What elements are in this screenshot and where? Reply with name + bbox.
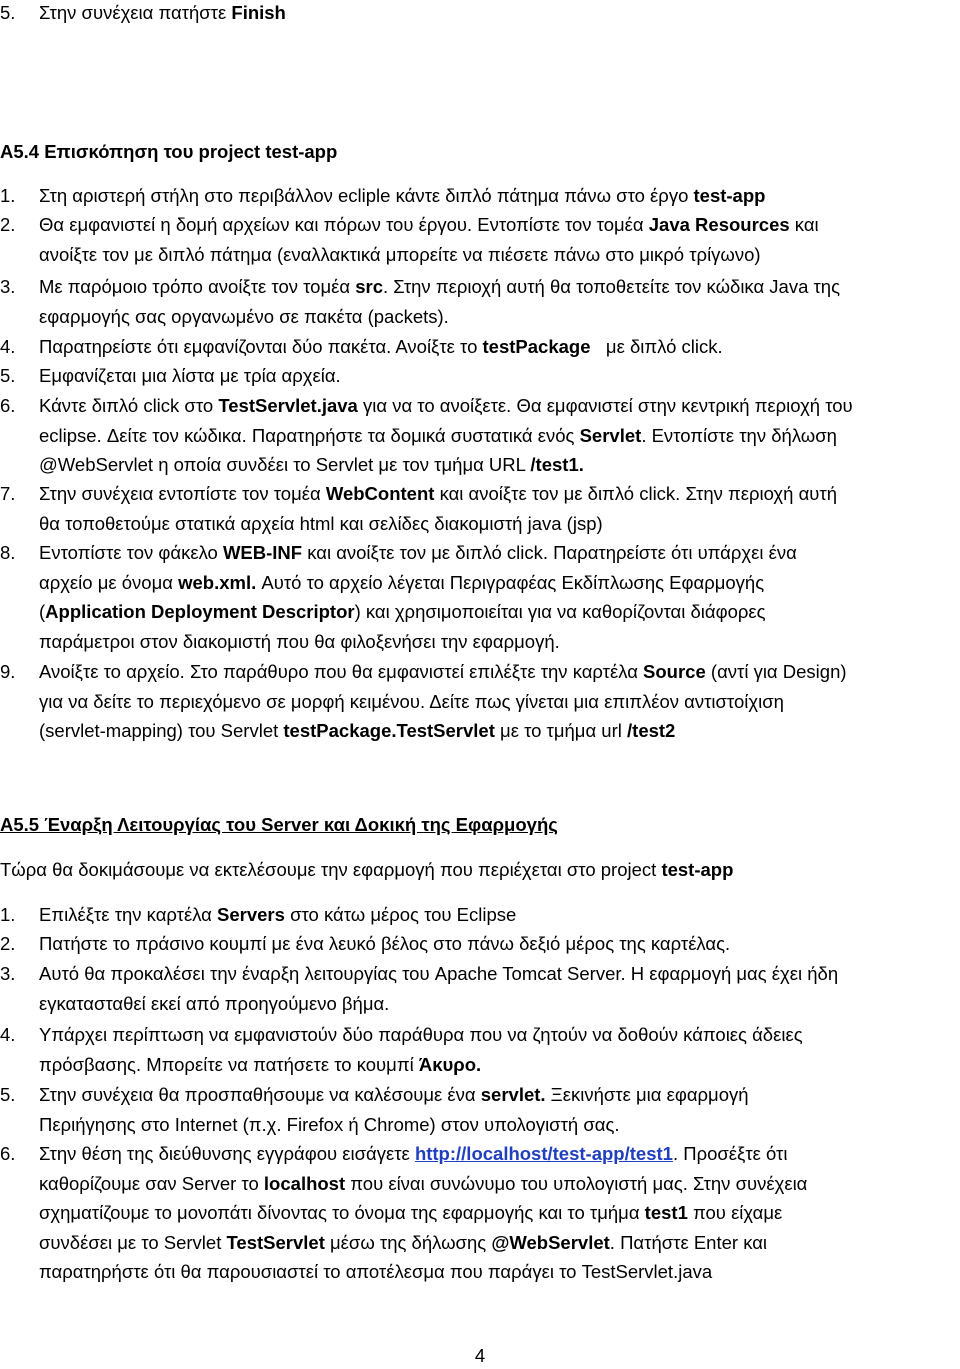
intro-paragraph: Τώρα θα δοκιμάσουμε να εκτελέσουμε την εφαρμογή που περιέχεται στο project test-app [0,859,734,880]
section-heading-a55: A5.5 Έναρξη Λειτουργίας του Server και Δοκική της Εφαρμογής [0,814,558,835]
test1-url-link[interactable]: http://localhost/test-app/test1 [414,1143,673,1164]
page-number: 4 [474,1345,486,1366]
list-number: 5. [0,2,16,23]
section-heading-a54: A5.4 Επισκόπηση του project test-app [0,141,338,162]
document-page: 5. Στην συνέχεια πατήστε Finish A5.4 Επισκόπηση του project test-app 1. Στη αριστερή στήλη στο περιβάλλον ecliple κάντε διπλό πάτημα πάνω στο έργο test-app 2. Θα εμφανιστεί η δομή αρχείων και πόρων του έργου. Εντοπίστε τον τομέα Java Resources και ανοίξτε τον με διπλό πάτημα (εναλλακτικά μπορείτε να πιέσετε πάνω στο μικρό τρίγωνο) 3. Με παρόμοιο τρόπο ανοίξτε τον τομέα src. Στην περιοχή αυτή θα τοποθετείτε τον κώδικα Java της εφαρμογής σας οργανωμένο σε πακέτα (packets). 4. Παρατηρείστε ότι εμφανίζονται δύο πακέτα. Ανοίξτε το testPackage με διπλό click. 5. Εμφανίζεται μια λίστα με τρία αρχεία. 6. Κάντε διπλό click στο TestServlet.java για να το ανοίξετε. Θα εμφανιστεί στην κεντρική περιοχή του eclipse. Δείτε τον κώδικα. Παρατηρήστε τα δομικά συστατικά ενός Servlet. Εντοπίστε την δήλωση @WebServlet η οποία συνδέει το Servlet με τον τμήμα URL /test1. 7. Στην συνέχεια εντοπίστε τον τομέα WebContent και ανοίξτε τον με διπλό click. Στην περιοχή αυτή θα τοποθετούμε στατικά αρχεία html και σελίδες διακομιστή java (jsp) 8. Εντοπίστε τον φάκελο WEB-INF και ανοίξτε τον με διπλό click. Παρατηρείστε ότι υπάρχει ένα αρχείο με όνομα web.xml. Αυτό το αρχείο λέγεται Περιγραφέας Εκδίπλωσης Εφαρμογής (Application Deployment Descriptor) και χρησιμοποιείται για να καθορίζονται διάφορες παράμετροι στον διακομιστή που θα φιλοξενήσει την εφαρμογή. 9. Ανοίξτε το αρχείο. Στο παράθυρο που θα εμφανιστεί επιλέξτε την καρτέλα Source (αντί για Design) για να δείτε το περιεχόμενο σε μορφή κειμένου. Δείτε πως γίνεται μια επιπλέον αντιστοίχιση (servlet-mapping) του Servlet testPackage.TestServlet με το τμήμα url /test2 A5.5 Έναρξη Λειτουργίας του Server και Δοκική της Εφαρμογής Τώρα θα δοκιμάσουμε να εκτελέσουμε την εφαρμογή που περιέχεται στο project test-app 1. Επιλέξτε την καρτέλα Servers στο κάτω μέρος του Eclipse 2. Πατήστε το πράσινο κουμπί με ένα λευκό βέλος στο πάνω δεξιό μέρος της καρτέλας. 3. Αυτό θα προκαλέσει την έναρξη λειτουργίας του Apache Tomcat Server. Η εφαρμογή μας έχει ήδη εγκατασταθεί εκεί από προηγούμενο βήμα. 4. Υπάρχει περίπτωση να εμφανιστούν δύο παράθυρα που να ζητούν να δοθούν κάποιες άδειες πρόσβασης. Μπορείτε να πατήσετε το κουμπί Άκυρο. 5. Στην συνέχεια θα προσπαθήσουμε να καλέσουμε ένα servlet. Ξεκινήστε μια εφαρμογή Περιήγησης στο Internet (π.χ. Firefox ή Chrome) στον υπολογιστή σας. 6. Στην θέση της διεύθυνσης εγγράφου εισάγετε http://localhost/test-app/test1. Προσέξτε ότι καθορίζουμε σαν Server το localhost που είναι συνώνυμο του υπολογιστή μας. Στην συνέχεια σχηματίζουμε το μονοπάτι δίνοντας το όνομα της εφαρμογής και το τμήμα test1 που είχαμε συνδέσει με το Servlet TestServlet μέσω της δήλωσης @WebServlet. Πατήστε Enter και παρατηρήστε ότι θα παρουσιαστεί το αποτέλεσμα που παράγει το TestServlet.java 4 [0,0,960,1369]
